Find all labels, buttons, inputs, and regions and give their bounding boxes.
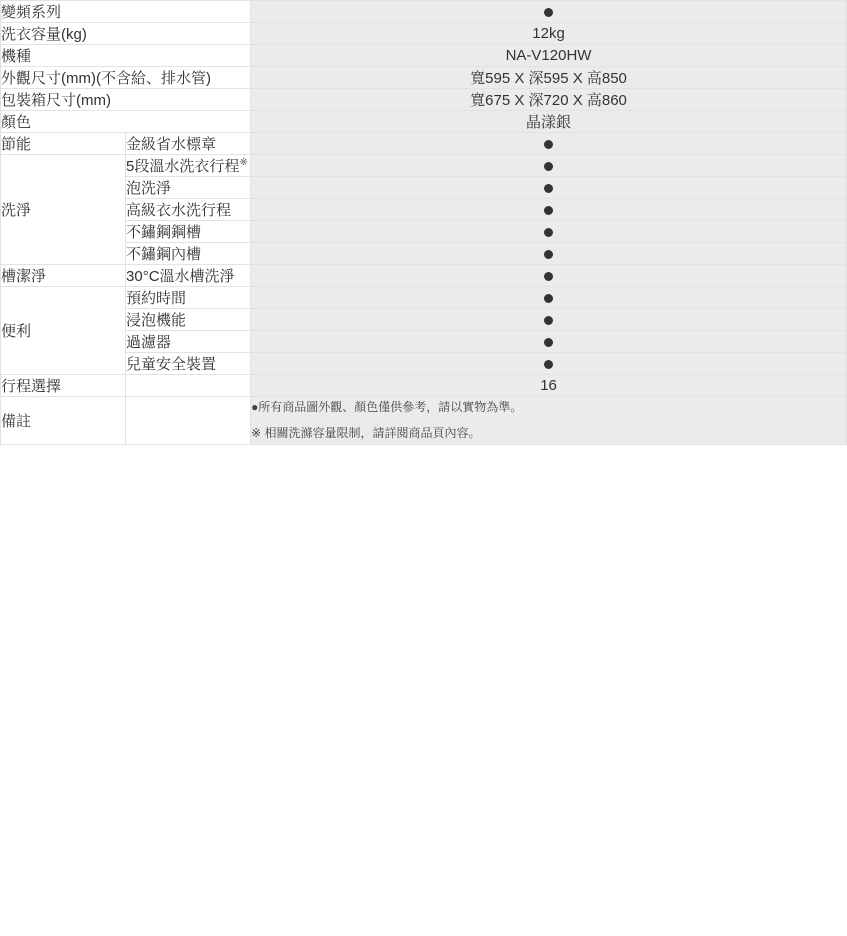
table-row-notes xyxy=(1,397,847,445)
table-row xyxy=(1,45,847,67)
row-feature-label xyxy=(126,155,251,177)
check-dot-icon xyxy=(544,184,553,193)
row-category-label: 變頻系列 xyxy=(1,1,251,23)
row-value xyxy=(251,287,847,309)
check-dot-icon xyxy=(544,316,553,325)
row-value: 寬595 X 深595 X 高850 xyxy=(251,67,847,89)
row-value xyxy=(251,177,847,199)
row-category-label: 洗淨 xyxy=(1,155,126,265)
table-row xyxy=(1,309,847,331)
check-dot-icon xyxy=(544,8,553,17)
row-value: 晶漾銀 xyxy=(251,111,847,133)
row-feature-label xyxy=(126,375,251,397)
notes-empty-cell xyxy=(126,397,251,445)
row-value xyxy=(251,1,847,23)
notes-category-label: 備註 xyxy=(1,397,126,445)
notes-content xyxy=(251,397,847,445)
row-value xyxy=(251,265,847,287)
row-value xyxy=(251,353,847,375)
row-feature-label: 泡洗淨 xyxy=(126,177,251,199)
table-row xyxy=(1,287,847,309)
table-row xyxy=(1,331,847,353)
row-category-label: 槽潔淨 xyxy=(1,265,126,287)
table-row xyxy=(1,177,847,199)
row-feature-label: 預約時間 xyxy=(126,287,251,309)
table-row xyxy=(1,375,847,397)
table-row xyxy=(1,199,847,221)
table-row xyxy=(1,155,847,177)
row-value xyxy=(251,199,847,221)
row-feature-label: 金級省水標章 xyxy=(126,133,251,155)
row-feature-text: 5段溫水洗衣行程 xyxy=(126,158,240,175)
note-line-1: ●所有商品圖外觀、顏色僅供參考，請以實物為準。 xyxy=(251,400,523,414)
row-value: 寬675 X 深720 X 高860 xyxy=(251,89,847,111)
table-row xyxy=(1,1,847,23)
row-value: NA-V120HW xyxy=(251,45,847,67)
check-dot-icon xyxy=(544,140,553,149)
table-row xyxy=(1,243,847,265)
check-dot-icon xyxy=(544,228,553,237)
table-row xyxy=(1,111,847,133)
row-category-label: 外觀尺寸(mm)(不含給、排水管) xyxy=(1,67,251,89)
check-dot-icon xyxy=(544,250,553,259)
row-value xyxy=(251,155,847,177)
row-value: 16 xyxy=(251,375,847,397)
spec-table-body xyxy=(1,1,847,445)
check-dot-icon xyxy=(544,360,553,369)
row-feature-label: 高級衣水洗行程 xyxy=(126,199,251,221)
footnote-mark: ※ xyxy=(239,157,248,168)
table-row xyxy=(1,133,847,155)
row-value xyxy=(251,331,847,353)
check-dot-icon xyxy=(544,338,553,347)
row-category-label: 顏色 xyxy=(1,111,251,133)
table-row xyxy=(1,67,847,89)
row-category-label: 行程選擇 xyxy=(1,375,126,397)
product-spec-table xyxy=(0,0,847,445)
row-category-label: 節能 xyxy=(1,133,126,155)
row-feature-label: 兒童安全裝置 xyxy=(126,353,251,375)
row-category-label: 機種 xyxy=(1,45,251,67)
row-feature-label: 不鏽鋼鋼槽 xyxy=(126,221,251,243)
table-row xyxy=(1,23,847,45)
row-value xyxy=(251,309,847,331)
row-value xyxy=(251,243,847,265)
row-category-label: 洗衣容量(kg) xyxy=(1,23,251,45)
table-row xyxy=(1,265,847,287)
row-category-label: 便利 xyxy=(1,287,126,375)
table-row xyxy=(1,353,847,375)
row-category-label: 包裝箱尺寸(mm) xyxy=(1,89,251,111)
table-row xyxy=(1,221,847,243)
note-line-2: ※ 相關洗滌容量限制，請詳閱商品頁內容。 xyxy=(251,426,481,441)
row-value xyxy=(251,133,847,155)
check-dot-icon xyxy=(544,294,553,303)
row-value: 12kg xyxy=(251,23,847,45)
row-feature-label: 30°C溫水槽洗淨 xyxy=(126,265,251,287)
check-dot-icon xyxy=(544,272,553,281)
row-value xyxy=(251,221,847,243)
row-feature-label: 不鏽鋼內槽 xyxy=(126,243,251,265)
row-feature-label: 浸泡機能 xyxy=(126,309,251,331)
row-feature-label: 過濾器 xyxy=(126,331,251,353)
check-dot-icon xyxy=(544,162,553,171)
check-dot-icon xyxy=(544,206,553,215)
table-row xyxy=(1,89,847,111)
